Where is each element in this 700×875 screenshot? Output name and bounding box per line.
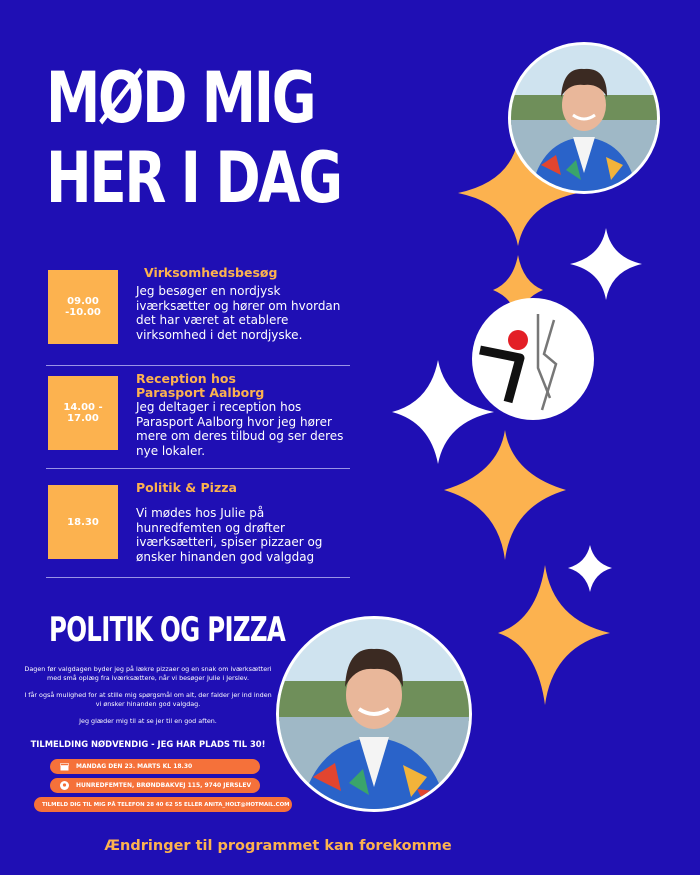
page-title (46, 57, 341, 219)
schedule-time: 18.30 (48, 485, 118, 559)
candidate-photo-bottom (276, 616, 472, 812)
schedule-item-1 (46, 266, 351, 356)
headline-line-2: HER I DAG (46, 137, 341, 219)
schedule-description: Jeg deltager i reception hos Parasport Aalborg hvor jeg hører mere om deres tilbud og ser deres nye lokaler. (136, 400, 344, 458)
event-address: HUNREDFEMTEN, BRØNDBAKVEJ 115, 9740 JERSLEV (76, 782, 252, 789)
schedule-title: Reception hos Parasport Aalborg (136, 371, 265, 400)
event-date-pill (50, 759, 260, 774)
schedule-description: Jeg besøger en nordjysk iværksætter og hører om hvordan det har været at etablere virksomhed i det nordjyske. (136, 284, 341, 342)
schedule-divider (46, 365, 350, 366)
event-address-pill (50, 778, 260, 793)
candidate-photo-top (508, 42, 660, 194)
headline-line-1: MØD MIG (46, 57, 315, 139)
orange-star-bottom-icon (498, 565, 610, 705)
calendar-icon (60, 762, 69, 771)
schedule-item-3 (46, 480, 351, 570)
registration-note: TILMELDING NØDVENDIG - JEG HAR PLADS TIL 30! (30, 739, 266, 749)
signup-info: TILMELD DIG TIL MIG PÅ TELEFON 28 40 62 55 ELLER ANITA_HOLT@HOTMAIL.COM (42, 801, 290, 808)
signup-pill (34, 797, 292, 812)
location-pin-icon (60, 781, 69, 790)
event-intro: Dagen før valgdagen byder jeg på lækre pizzaer og en snak om iværksætteri med små oplæg fra iværksættere, når vi besøger Julie i Jerslev. (24, 665, 272, 682)
program-change-notice: Ændringer til programmet kan forekomme (104, 838, 452, 854)
schedule-title: Virksomhedsbesøg (144, 265, 278, 280)
portrait-illustration-icon (511, 45, 657, 191)
schedule-divider (46, 577, 350, 578)
portrait-illustration-icon (279, 619, 469, 809)
white-star-small-icon (568, 545, 612, 592)
party-logo (472, 298, 594, 420)
schedule-time: 14.00 - 17.00 (48, 376, 118, 450)
schedule-description: Vi mødes hos Julie på hunredfemten og drøfter iværksætteri, spiser pizzaer og ønsker hinanden god valgdag (136, 506, 323, 564)
schedule-divider (46, 468, 350, 469)
schedule-item-2 (46, 372, 351, 462)
schedule-title: Politik & Pizza (136, 480, 237, 495)
white-star-right-icon (570, 228, 642, 300)
schedule-time: 09.00 -10.00 (48, 270, 118, 344)
event-title: POLITIK OG PIZZA (49, 610, 286, 650)
event-questions: I får også mulighed for at stille mig spørgsmål om alt, der falder jer ind inden vi ønsker hinanden god valgdag. (24, 691, 272, 708)
orange-star-middle-icon (444, 430, 566, 560)
event-date: MANDAG DEN 23. MARTS KL 18.30 (76, 763, 193, 770)
event-closing: Jeg glæder mig til at se jer til en god aften. (79, 717, 217, 725)
party-logo-icon (472, 298, 594, 420)
